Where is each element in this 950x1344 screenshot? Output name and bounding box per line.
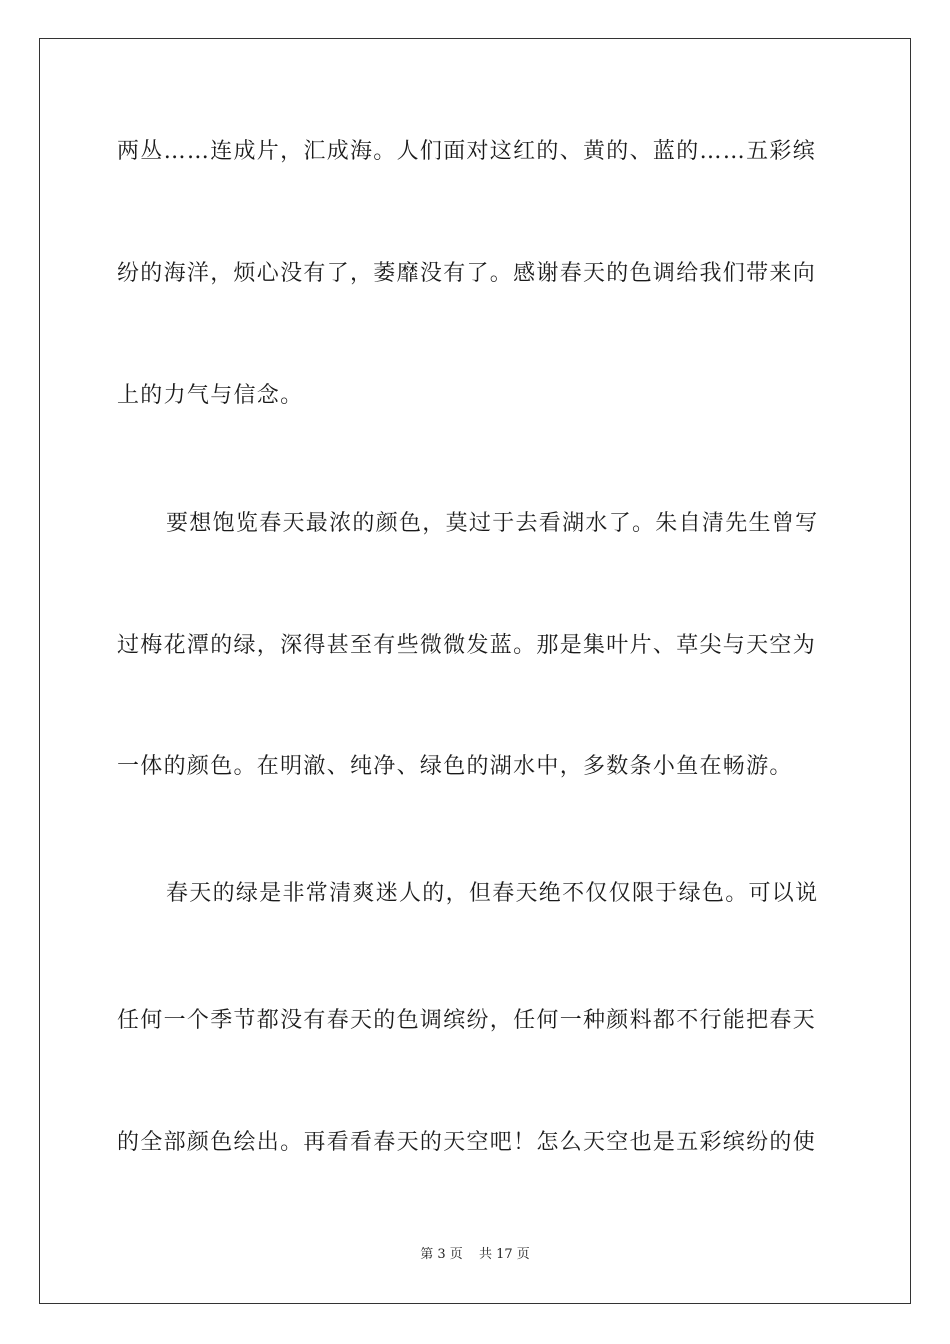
text-line: 的全部颜色绘出。再看看春天的天空吧！怎么天空也是五彩缤纷的使 — [117, 1130, 817, 1155]
text-line: 过梅花潭的绿，深得甚至有些微微发蓝。那是集叶片、草尖与天空为 — [117, 633, 817, 658]
page-number: 第 3 页 — [420, 1247, 463, 1262]
text-line: 两丛……连成片，汇成海。人们面对这红的、黄的、蓝的……五彩缤 — [117, 139, 817, 164]
paragraph-start-line: 要想饱览春天最浓的颜色，莫过于去看湖水了。朱自清先生曾写 — [166, 511, 819, 536]
text-line: 一体的颜色。在明澈、纯净、绿色的湖水中，多数条小鱼在畅游。 — [117, 754, 793, 779]
page-border — [39, 38, 911, 1304]
page-footer — [0, 1246, 950, 1264]
page-total: 共 17 页 — [478, 1247, 530, 1262]
text-line: 上的力气与信念。 — [117, 383, 304, 408]
paragraph-start-line: 春天的绿是非常清爽迷人的，但春天绝不仅仅限于绿色。可以说 — [166, 881, 819, 906]
text-line: 任何一个季节都没有春天的色调缤纷，任何一种颜料都不行能把春天 — [117, 1008, 817, 1033]
text-line: 纷的海洋，烦心没有了，萎靡没有了。感谢春天的色调给我们带来向 — [117, 261, 817, 286]
